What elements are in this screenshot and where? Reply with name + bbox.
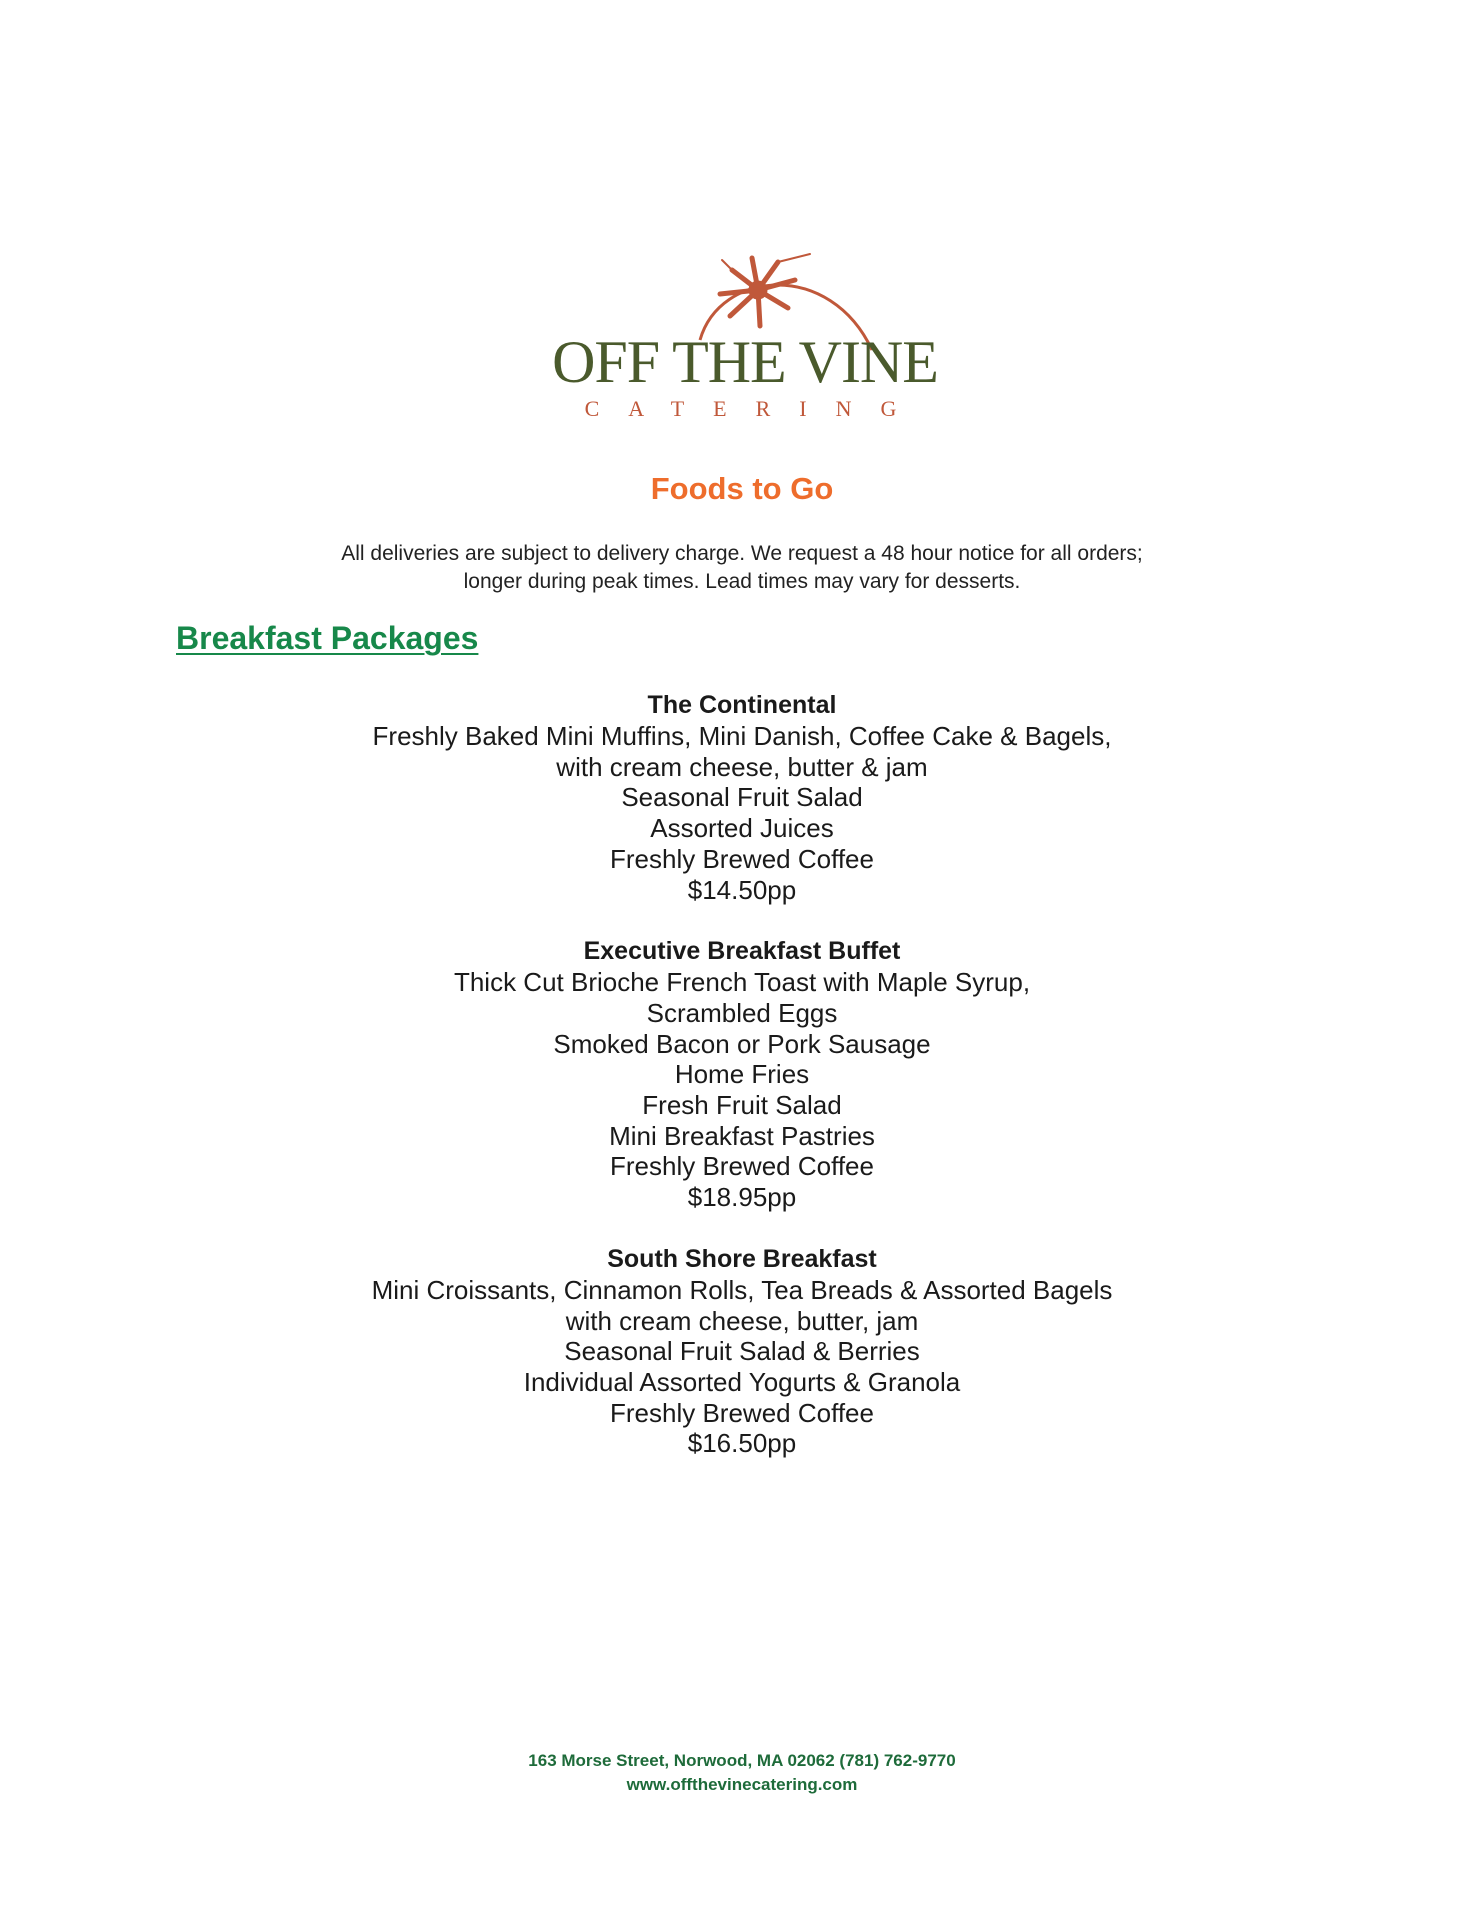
- notice-line: All deliveries are subject to delivery charge. We request a 48 hour notice for all orders;: [341, 542, 1143, 565]
- footer-address: 163 Morse Street, Norwood, MA 02062 (781) 762-9770: [528, 1751, 956, 1770]
- package-item: Smoked Bacon or Pork Sausage: [553, 1028, 931, 1059]
- footer: [0, 1749, 1484, 1797]
- package-item: Scrambled Eggs: [646, 997, 838, 1028]
- package-item: Home Fries: [674, 1059, 810, 1090]
- package-item: with cream cheese, butter & jam: [556, 751, 928, 782]
- package-item: Individual Assorted Yogurts & Granola: [523, 1366, 961, 1397]
- package-item: Freshly Brewed Coffee: [610, 1397, 874, 1428]
- page-title: Foods to Go: [650, 471, 834, 506]
- package-executive-breakfast-buffet: [0, 936, 1484, 1213]
- package-item: Freshly Brewed Coffee: [610, 1151, 874, 1182]
- package-name: The Continental: [647, 691, 837, 719]
- package-item: Mini Breakfast Pastries: [609, 1120, 875, 1151]
- package-item: Assorted Juices: [650, 813, 834, 844]
- package-item: Seasonal Fruit Salad: [621, 782, 863, 813]
- package-price: $14.50pp: [687, 874, 797, 905]
- package-item: Freshly Baked Mini Muffins, Mini Danish, Coffee Cake & Bagels,: [372, 721, 1112, 751]
- package-item: with cream cheese, butter, jam: [565, 1305, 919, 1336]
- package-south-shore-breakfast: [0, 1244, 1484, 1459]
- package-item: Fresh Fruit Salad: [642, 1090, 842, 1121]
- package-item: Seasonal Fruit Salad & Berries: [564, 1336, 920, 1367]
- package-price: $18.95pp: [687, 1182, 797, 1213]
- delivery-notice: [0, 540, 1484, 596]
- package-item: Thick Cut Brioche French Toast with Maple Syrup,: [453, 967, 1031, 998]
- section-heading: Breakfast Packages: [176, 620, 479, 656]
- package-price: $16.50pp: [687, 1428, 797, 1459]
- package-item: Freshly Brewed Coffee: [610, 843, 874, 874]
- package-item: Mini Croissants, Cinnamon Rolls, Tea Breads & Assorted Bagels: [371, 1274, 1113, 1305]
- logo-name: OFF THE VINE: [552, 329, 938, 395]
- packages-list: [0, 690, 1484, 1490]
- company-logo: [550, 250, 940, 430]
- notice-line: longer during peak times. Lead times may vary for desserts.: [463, 570, 1021, 593]
- logo-subtitle: CATERING: [584, 396, 926, 421]
- package-continental: [0, 690, 1484, 905]
- package-name: South Shore Breakfast: [607, 1244, 877, 1273]
- package-name: Executive Breakfast Buffet: [583, 937, 901, 966]
- footer-website-link[interactable]: www.offthevinecatering.com: [626, 1775, 858, 1794]
